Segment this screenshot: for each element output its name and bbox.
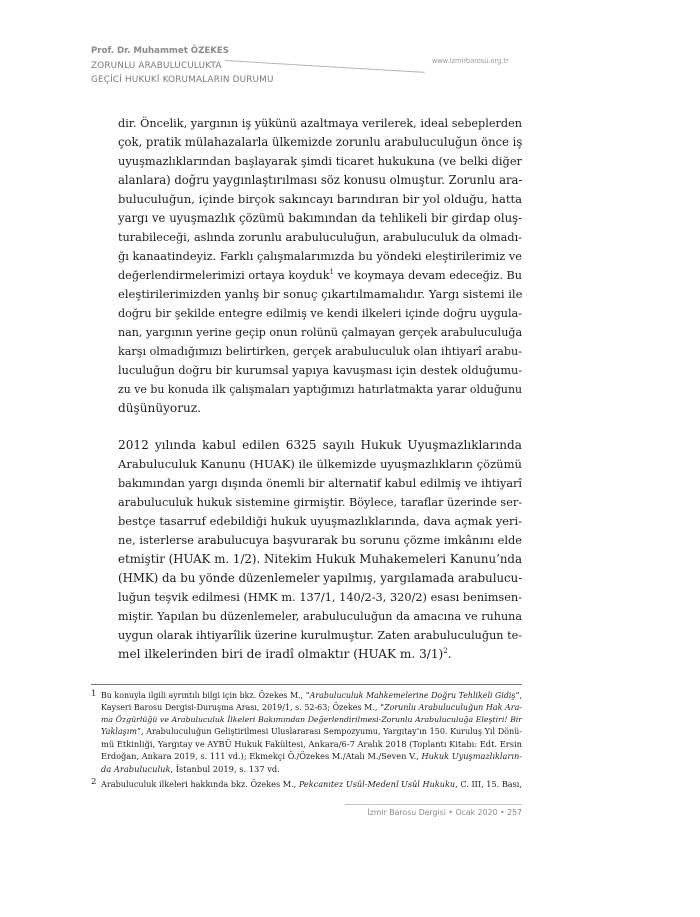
text-line: eleştirilerimizden yanlış bir sonuç çıkartılmamalıdır. Yargı sistemi ile (118, 287, 523, 301)
page-footer (345, 808, 522, 817)
text-line: luğun teşvik edilmesi (HMK m. 137/1, 140/2-3, 320/2) esası benimsen- (118, 591, 522, 604)
text-segment: ve koymaya devam edeceğiz. Bu (333, 269, 522, 282)
footnote-ref-2[interactable]: 2 (443, 647, 448, 655)
footnote-line (101, 778, 522, 790)
footnote-citation-title: Zorunlu Arabuluculuğun Hak Ara- (384, 703, 522, 713)
footnote-citation-title: Yaklaşım (101, 727, 137, 737)
text-segment: . (447, 647, 452, 661)
footer-separator: • (500, 808, 505, 817)
footnote-segment: Bu konuyla ilgili ayrıntılı bilgi için bkz. Özekes M., “ (101, 691, 310, 700)
footnote-citation-title: da Arabuluculuk (101, 763, 171, 774)
footnote-line (101, 714, 522, 726)
footnote-line: mü Etkinliği, Yargıtay ve AYBÜ Hukuk Fakültesi, Ankara/6-7 Aralık 2018 (Toplantı Kitabı: Edt. Ersin (101, 739, 522, 750)
text-segment: değerlendirmelerimizi ortaya koyduk (118, 269, 330, 282)
text-line: bestçe tasarruf edebildiği hukuk uyuşmazlıklarında, dava açmak yeri- (118, 514, 522, 528)
footnote-citation-title: ma Özgürlüğü ve Arabuluculuk İlkeleri Bakımından Değerlendirilmesi-Zorunlu Arabuluculuğa Eleştiri! Bir (101, 715, 522, 725)
footer-divider (345, 804, 522, 805)
footnotes (91, 690, 522, 790)
paragraph-gap (118, 418, 522, 436)
footnote-citation-title: Hukuk Uyuşmazlıkların- (421, 751, 522, 762)
body-text (118, 114, 522, 664)
text-line (118, 266, 522, 285)
footnote-citation-title: Arabuluculuk Mahkemelerine Doğru Tehlikeli Gidiş (309, 691, 516, 700)
footnote-segment: ”, (515, 691, 523, 700)
footnote-1 (91, 690, 522, 775)
footnote-line (101, 726, 522, 738)
text-line: alanlara) doğru yaygınlaştırılması söz konusu olmuştur. Zorunlu ara- (118, 173, 523, 187)
header-title-line-2: GEÇİCİ HUKUKİ KORUMALARIN DURUMU (91, 75, 274, 85)
text-line: uyuşmazlıklarından başlayarak şimdi ticaret hukukuna (ve belki diğer (118, 154, 522, 168)
footnote-line (101, 690, 522, 702)
text-line: çok, pratik mülahazalarla ülkemizde zorunlu arabuluculuğun önce iş (118, 135, 523, 149)
text-segment: 2012 yılında kabul edilen 6325 sayılı Hukuk Uyuşmazlıklarında (118, 438, 522, 452)
footer-date: Ocak 2020 (455, 808, 498, 817)
text-line: buluculuğun, içinde birçok sakıncayı barındıran bir yol olduğu, hatta (118, 192, 522, 206)
text-line: yargı ve uyuşmazlık çözümü bakımından da tehlikeli bir girdap oluş- (118, 211, 522, 225)
paragraph-2 (118, 436, 522, 664)
footnote-segment: , C. III, 15. Bası, (455, 778, 522, 789)
header-website: www.izmirbarosu.org.tr (432, 57, 509, 65)
footer-separator: • (448, 808, 453, 817)
footer-journal: İzmir Barosu Dergisi (367, 808, 446, 817)
footnote-divider (91, 684, 522, 685)
header-divider (225, 60, 425, 73)
footnote-line (101, 763, 522, 775)
text-line: turabileceği, aslında zorunlu arabuluculuğun, arabuluculuk da olmadı- (118, 231, 522, 244)
footnote-2 (91, 778, 522, 790)
text-line: doğru bir şekilde entegre edilmiş ve kendi ilkeleri içinde doğru uygula- (118, 307, 522, 320)
text-line: arabuluculuk hukuk sistemine girmiştir. Böylece, taraflar üzerinde ser- (118, 496, 522, 509)
text-line (118, 645, 522, 664)
text-line: düşünüyoruz. (118, 401, 202, 415)
text-line: miştir. Yapılan bu düzenlemeler, arabuluculuğun da amacına ve ruhuna (118, 610, 522, 623)
footnote-segment: Kayseri Barosu Dergisi-Duruşma Arası, 2019/1, s. 52-63; Özekes M., “ (101, 703, 385, 713)
footnote-citation-title: Pekcanıtez Usûl-Medenî Usûl Hukuku (298, 778, 456, 789)
text-line: Arabuluculuk Kanunu (HUAK) ile ülkemizde uyuşmazlıkların çözümü (118, 457, 522, 471)
text-line: luculuğun doğru bir kurumsal yapıya kavuşması için destek olduğumu- (118, 364, 522, 377)
footnote-number: 2 (91, 776, 97, 787)
header-title-line-1: ZORUNLU ARABULUCULUKTA (91, 61, 222, 71)
text-line: etmiştir (HUAK m. 1/2). Nitekim Hukuk Muhakemeleri Kanunu’nda (118, 552, 522, 566)
text-line: nan, yargının yerine geçip onun rolünü çalmayan gerçek arabuluculuğa (118, 326, 523, 339)
text-line (118, 436, 522, 455)
text-line: bakımından yargı dışında önemli bir alternatif kabul edilmiş ve ihtiyarî (118, 477, 522, 490)
text-line: ne, isterlerse arabulucuya başvurarak bu sorunu çözme imkânını elde (118, 533, 522, 547)
footnote-ref-1[interactable]: 1 (329, 268, 334, 276)
footnote-line (101, 702, 522, 714)
footnote-segment: , İstanbul 2019, s. 137 vd. (170, 763, 280, 774)
text-line: dir. Öncelik, yargının iş yükünü azaltmaya verilerek, ideal sebeplerden (118, 117, 522, 130)
footnote-number: 1 (91, 689, 97, 699)
text-line: karşı olmadığımızı belirtirken, gerçek arabuluculuk olan ihtiyarî arabu- (118, 345, 522, 358)
footnote-segment: Arabuluculuk ilkeleri hakkında bkz. Özekes M., (101, 778, 299, 789)
footnote-line (101, 750, 522, 762)
paragraph-1 (118, 114, 522, 418)
page-number: 257 (507, 808, 522, 817)
text-segment: mel ilkelerinden biri de iradî olmaktır (HUAK m. 3/1) (118, 647, 444, 661)
text-line: uygun olarak ihtiyarîlik üzerine kurulmuştur. Zaten arabuluculuğun te- (118, 629, 522, 642)
text-line: zu ve bu konuda ilk çalışmaları yaptığımızı hatırlatmakta yarar olduğunu (118, 383, 522, 396)
footnote-segment: ”, Arabuluculuğun Geliştirilmesi Uluslararası Sempozyumu, Yargıtay’ın 150. Kuruluş Yıl Dönü- (136, 727, 522, 737)
header-author: Prof. Dr. Muhammet ÖZEKES (91, 46, 229, 56)
text-line: (HMK) da bu yönde düzenlemeler yapılmış, yargılamada arabulucu- (118, 571, 523, 585)
footnote-segment: Erdoğan, Ankara 2019, s. 111 vd.); Ekmekçi Ö./Özekes M./Atalı M./Seven V., (101, 751, 422, 762)
text-line: ğı kanaatindeyiz. Farklı çalışmalarımızda bu yöndeki eleştirilerimiz ve (118, 249, 522, 263)
